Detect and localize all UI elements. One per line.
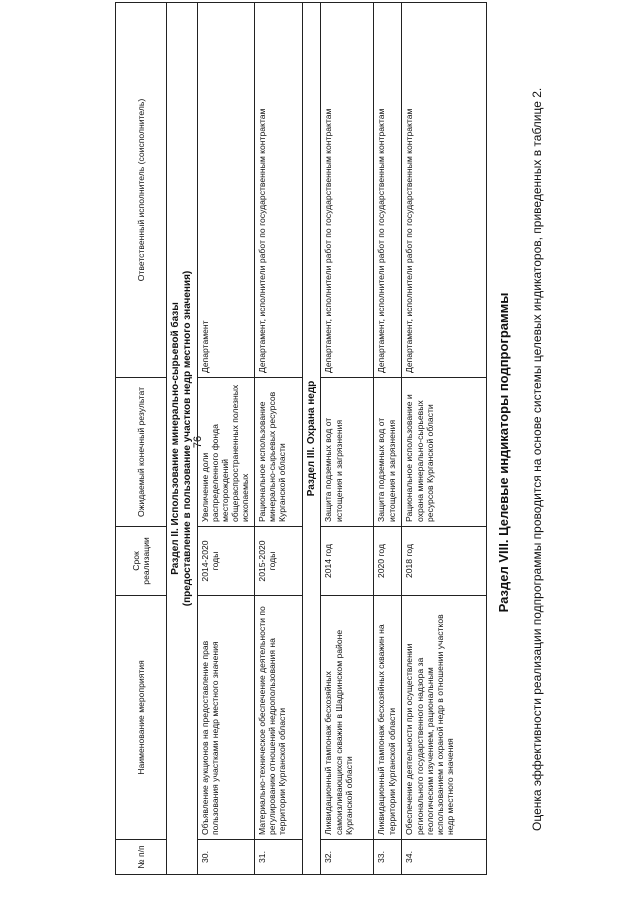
section-2-row	[167, 3, 198, 875]
row-term: 2018 год	[402, 527, 487, 596]
section-3-title: Раздел III. Охрана недр	[302, 3, 321, 875]
table-header-row	[116, 3, 167, 875]
table-row	[197, 3, 254, 875]
section-2-subtitle: (предоставление в пользование участков недр местного значения)	[181, 270, 193, 607]
row-name: Ликвидационный тампонаж бесхозяйных скважин на территории Курганской области	[374, 596, 402, 840]
row-result: Защита подземных вод от истощения и загрязнения	[374, 378, 402, 527]
row-num: 31.	[254, 840, 302, 875]
row-name: Объявление аукционов на предоставление прав пользования участками недр местного значения	[197, 596, 254, 840]
table-row	[254, 3, 302, 875]
section-2-heading	[167, 3, 198, 875]
header-name: Наименование мероприятия	[116, 596, 167, 840]
section-3-row	[302, 3, 321, 875]
row-result: Рациональное использование и охрана минерально-сырьевых ресурсов Курганской области	[402, 378, 487, 527]
row-executor: Департамент	[197, 3, 254, 378]
header-executor: Ответственный исполнитель (соисполнитель)	[116, 3, 167, 378]
row-num: 32.	[321, 840, 374, 875]
row-num: 34.	[402, 840, 487, 875]
row-executor: Департамент, исполнители работ по государственным контрактам	[321, 3, 374, 378]
row-name: Обеспечение деятельности при осуществлении регионального государственного надзора за геологическим изучением, рациональным использованием и охраной недр в отношении участков недр местного значения	[402, 596, 487, 840]
row-num: 33.	[374, 840, 402, 875]
row-result: Увеличение доли распределенного фонда месторождений общераспространенных полезных ископаемых	[197, 378, 254, 527]
row-result: Рациональное использование минерально-сырьевых ресурсов Курганской области	[254, 378, 302, 527]
row-executor: Департамент, исполнители работ по государственным контрактам	[254, 3, 302, 378]
section-8-title: Раздел VIII. Целевые индикаторы подпрограммы	[496, 292, 511, 613]
row-num: 30.	[197, 840, 254, 875]
header-result: Ожидаемый конечный результат	[116, 378, 167, 527]
section-8-paragraph: Оценка эффективности реализации подпрограммы проводится на основе системы целевых индикаторов, приведенных в таблице 2.	[530, 87, 544, 831]
row-name: Материально-техническое обеспечение деятельности по регулированию отношений недропользования на территории Курганской области	[254, 596, 302, 840]
page-number: 76	[192, 435, 204, 449]
table-row	[321, 3, 374, 875]
header-term: Срок реализации	[116, 527, 167, 596]
measures-table	[115, 2, 487, 875]
row-term: 2014 год	[321, 527, 374, 596]
section-2-title: Раздел II. Использование минерально-сырьевой базы	[170, 302, 181, 575]
row-result: Защита подземных вод от истощения и загрязнения	[321, 378, 374, 527]
row-executor: Департамент, исполнители работ по государственным контрактам	[402, 3, 487, 378]
row-executor: Департамент, исполнители работ по государственным контрактам	[374, 3, 402, 378]
table-row	[374, 3, 402, 875]
row-name: Ликвидационный тампонаж бесхозяйных самоизливающихся скважин в Шадринском районе Курганской области	[321, 596, 374, 840]
table-row	[402, 3, 487, 875]
row-term: 2015-2020 годы	[254, 527, 302, 596]
header-num: № п/п	[116, 840, 167, 875]
row-term: 2014-2020 годы	[197, 527, 254, 596]
row-term: 2020 год	[374, 527, 402, 596]
